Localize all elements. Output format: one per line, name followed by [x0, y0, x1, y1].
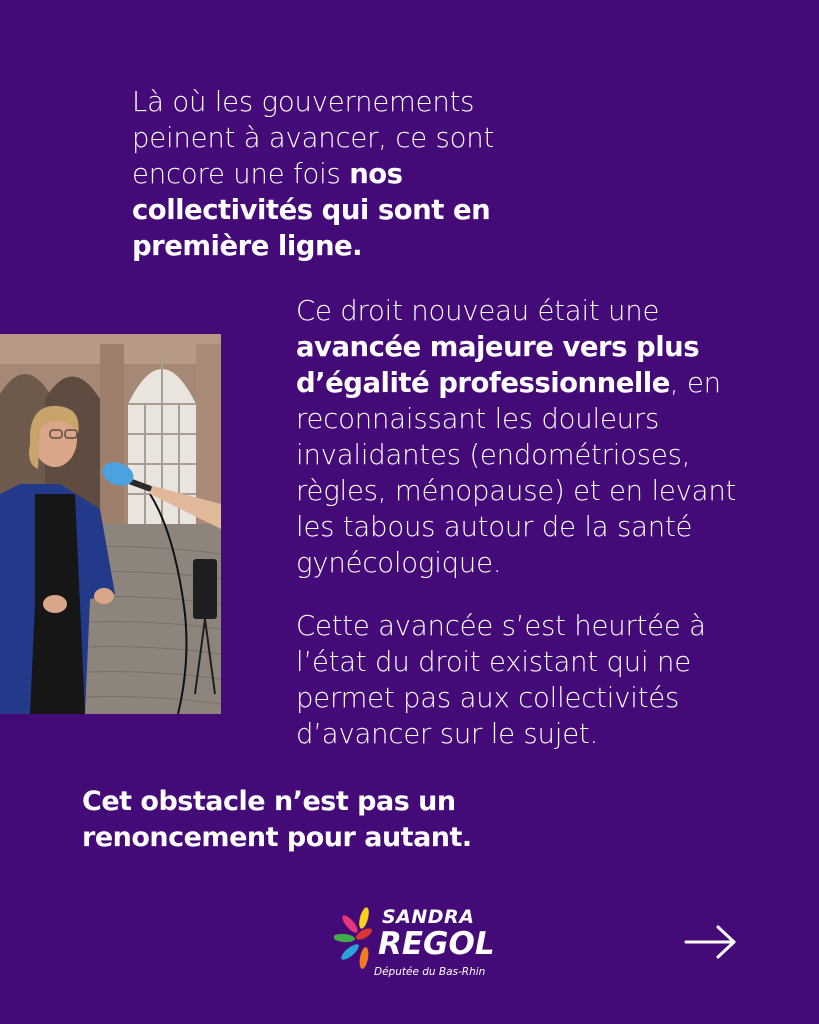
logo-subtitle: Députée du Bas-Rhin: [374, 966, 486, 978]
paragraph-1: [296, 293, 746, 581]
logo-last-name: REGOL: [378, 926, 495, 962]
paragraph-1-bold: avancée majeure vers plus d’égalité professionnelle: [296, 331, 700, 399]
intro-bold: nos collectivités qui sont en première ligne.: [132, 158, 491, 262]
intro-normal: Là où les gouvernements peinent à avancer, ce sont encore une fois: [132, 86, 495, 190]
paragraph-1-after: , en reconnaissant les douleurs invalidantes (endométrioses, règles, ménopause) et en levant les tabous autour de la santé gynécologique.: [296, 367, 737, 579]
sandra-regol-logo: [334, 904, 504, 984]
interview-photo: [0, 334, 221, 714]
paragraph-1-before: Ce droit nouveau était une: [296, 295, 660, 327]
paragraph-2: Cette avancée s’est heurtée à l’état du droit existant qui ne permet pas aux collectivités d’avancer sur le sujet.: [296, 610, 706, 750]
conclusion-text: Cet obstacle n’est pas un renoncement pour autant.: [82, 786, 472, 853]
flower-logo-icon: [334, 904, 382, 970]
logo-first-name: SANDRA: [382, 906, 475, 928]
intro-text: [132, 84, 552, 264]
arrow-right-icon[interactable]: [684, 922, 738, 962]
